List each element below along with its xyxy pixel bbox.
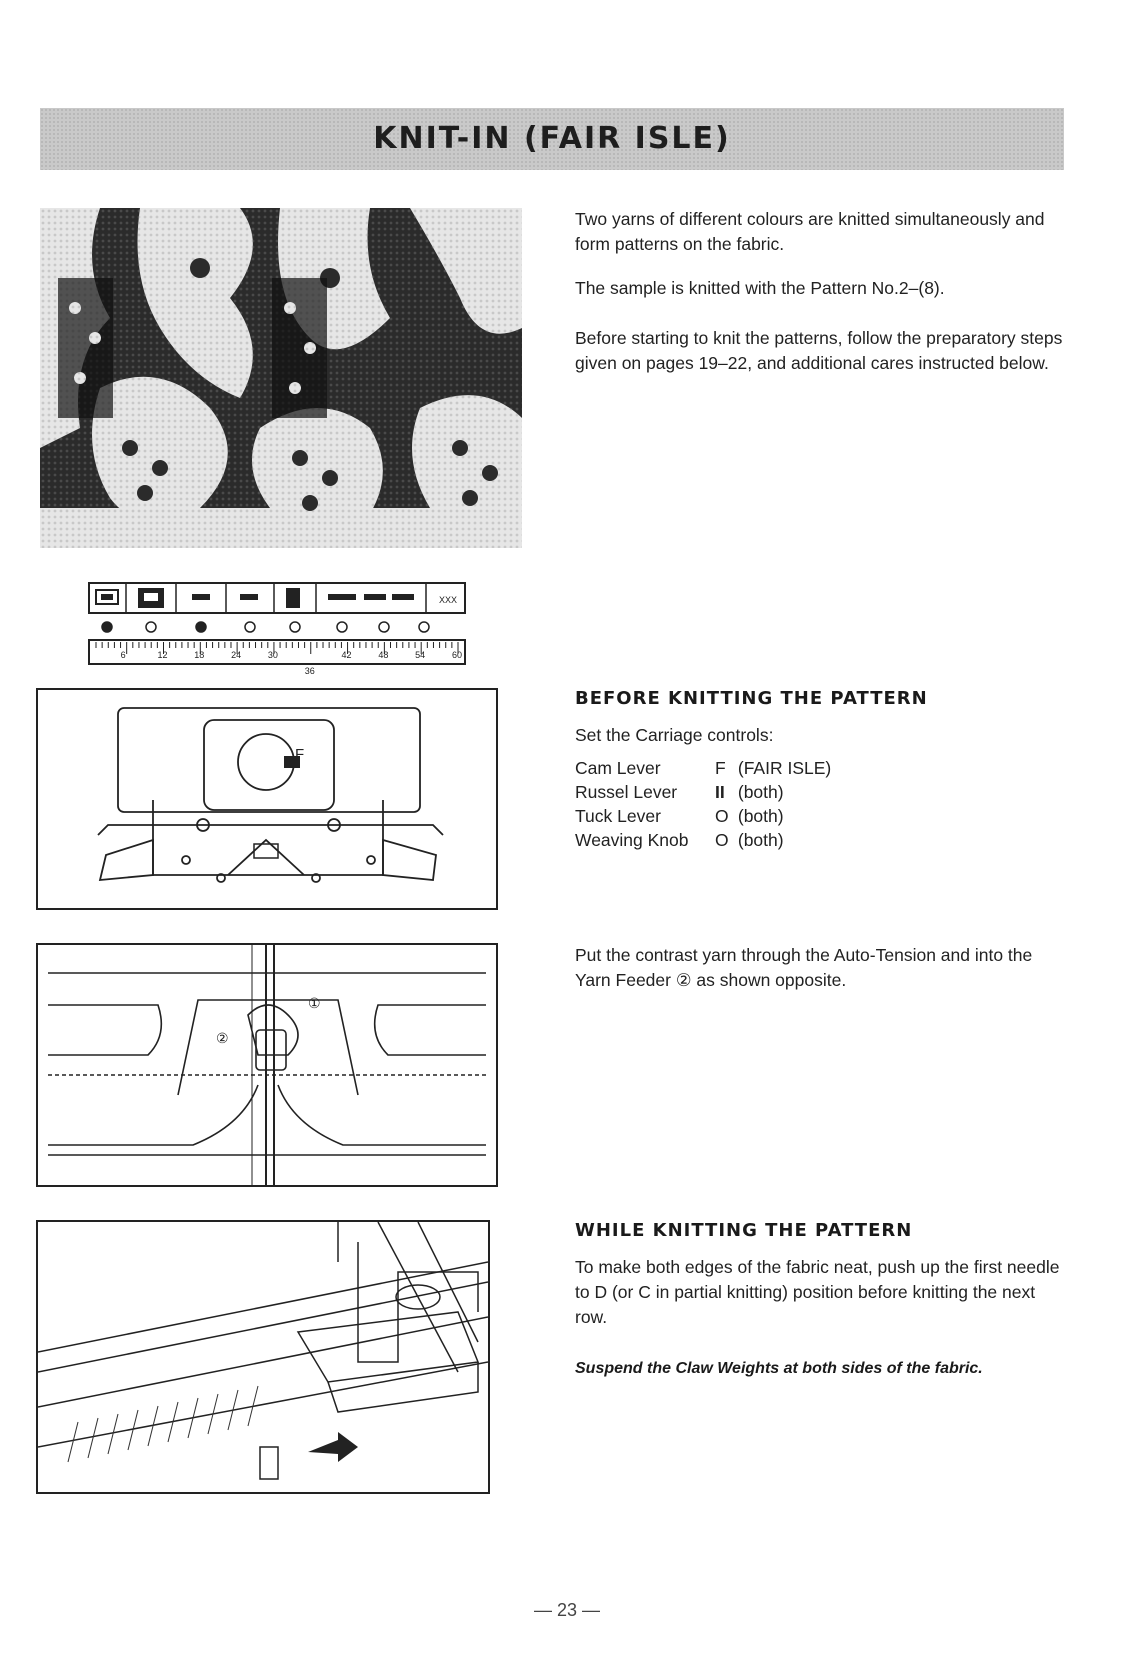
setting-cam-lever: Cam Lever F (FAIR ISLE): [575, 758, 832, 778]
claw-weight: [260, 1447, 278, 1479]
pattern-selector-panel: [88, 582, 468, 697]
direction-arrow-icon: [308, 1432, 358, 1462]
carriage-controls-diagram: [36, 688, 498, 910]
scale-label: 36: [304, 666, 315, 676]
selector-scale-labels: [88, 650, 468, 676]
claw-weights-diagram: [36, 1220, 490, 1494]
scale-label: 18: [194, 650, 205, 660]
setting-weaving-knob: Weaving Knob O (both): [575, 830, 784, 850]
contrast-yarn-instruction: Put the contrast yarn through the Auto-Tension and into the Yarn Feeder ② as shown opposite.: [575, 945, 1033, 990]
selector-buttons-diagram: [88, 582, 470, 692]
yarn-feeder-label-1: ①: [308, 995, 321, 1011]
before-knitting-heading: BEFORE KNITTING THE PATTERN: [575, 688, 928, 709]
setting-tuck-lever: Tuck Lever O (both): [575, 806, 784, 826]
while-knitting-instruction: To make both edges of the fabric neat, push up the first needle to D (or C in partial knitting) position before knitting the next row.: [575, 1257, 1060, 1327]
scale-label: 54: [415, 650, 426, 660]
intro-paragraph-1: Two yarns of different colours are knitted simultaneously and form patterns on the fabric.: [575, 209, 1045, 254]
while-knitting-heading: WHILE KNITTING THE PATTERN: [575, 1220, 913, 1241]
fabric-pattern-image: [40, 208, 522, 548]
scale-label: 48: [378, 650, 389, 660]
scale-label: 24: [231, 650, 242, 660]
scale-label: 30: [267, 650, 278, 660]
fair-isle-sample-photo: [40, 208, 522, 548]
yarn-feeder-label-2: ②: [216, 1030, 229, 1046]
scale-label: 60: [452, 650, 463, 660]
setting-russel-lever: Russel Lever II (both): [575, 782, 784, 802]
carriage-knitting-illustration: [38, 1222, 488, 1492]
scale-label: 12: [157, 650, 168, 660]
scale-label: 42: [341, 650, 352, 660]
page-number: — 23 —: [533, 1600, 601, 1620]
intro-paragraph-2: The sample is knitted with the Pattern No.2–(8).: [575, 278, 945, 298]
scale-label: 6: [120, 650, 126, 660]
yarn-feeder-illustration: [38, 945, 496, 1185]
intro-paragraph-3: Before starting to knit the patterns, follow the preparatory steps given on pages 19–22, and additional cares instructed below.: [575, 328, 1063, 373]
settings-list: [575, 756, 831, 852]
cam-lever-f-label: F: [295, 746, 305, 763]
end-symbol: XXX: [439, 595, 458, 605]
claw-weights-note: Suspend the Claw Weights at both sides of the fabric.: [575, 1360, 983, 1377]
carriage-controls-intro: Set the Carriage controls:: [575, 725, 774, 745]
page-title: KNIT-IN (FAIR ISLE): [373, 121, 731, 156]
carriage-illustration: [38, 690, 496, 908]
yarn-feeder-diagram: [36, 943, 498, 1187]
